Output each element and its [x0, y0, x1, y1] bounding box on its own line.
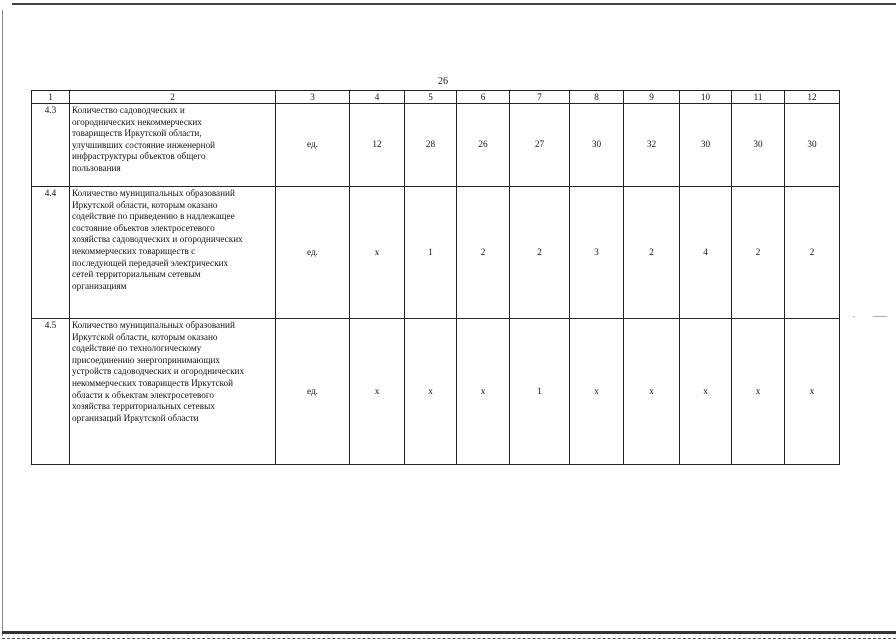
- value-cell: 32: [624, 104, 680, 187]
- value-cell: 3: [570, 187, 624, 319]
- value-cell: 2: [457, 187, 510, 319]
- description-line: Количество садоводческих и: [72, 105, 185, 115]
- value-cell: х: [785, 319, 840, 465]
- description-line: содействие по приведению в надлежащее: [72, 211, 235, 222]
- value-cell: 2: [624, 187, 680, 319]
- page-number: 26: [438, 76, 448, 87]
- row-number: 4.4: [32, 187, 70, 319]
- description-line: пользования: [72, 162, 121, 173]
- description-line: сетей территориальным сетевым: [72, 269, 201, 280]
- left-border-line: [2, 10, 3, 636]
- value-cell: х: [350, 319, 405, 465]
- column-header: 11: [732, 91, 785, 104]
- top-border-line: [12, 3, 896, 5]
- description-line: состояние объектов электросетевого: [72, 222, 215, 233]
- indicator-name: [70, 104, 276, 187]
- value-cell: 30: [680, 104, 732, 187]
- unit-cell: ед.: [276, 104, 350, 187]
- description-line: присоединению энергопринимающих: [72, 354, 220, 365]
- scan-speck: [873, 316, 887, 317]
- value-cell: 2: [732, 187, 785, 319]
- value-cell: х: [457, 319, 510, 465]
- description-line: некоммерческих товариществ Иркутской: [72, 377, 234, 388]
- header-row: [32, 91, 840, 104]
- description-line: улучшивших состояние инженерной: [72, 139, 216, 150]
- column-header: 7: [510, 91, 570, 104]
- description-line: хозяйства территориальных сетевых: [72, 401, 215, 412]
- description-line: последующей передачей электрических: [72, 257, 229, 268]
- scan-speck: [853, 316, 855, 317]
- value-cell: х: [732, 319, 785, 465]
- value-cell: 1: [405, 187, 457, 319]
- description-line: инфраструктуры объектов общего: [72, 151, 206, 162]
- indicator-name: [70, 319, 276, 465]
- description-line: области к объектам электросетевого: [72, 389, 214, 400]
- column-header: 12: [785, 91, 840, 104]
- value-cell: 28: [405, 104, 457, 187]
- column-header: 10: [680, 91, 732, 104]
- value-cell: 26: [457, 104, 510, 187]
- value-cell: х: [624, 319, 680, 465]
- value-cell: 2: [510, 187, 570, 319]
- column-header: 6: [457, 91, 510, 104]
- value-cell: 2: [785, 187, 840, 319]
- column-header: 2: [70, 91, 276, 104]
- indicators-table: [31, 90, 840, 465]
- value-cell: 30: [732, 104, 785, 187]
- value-cell: х: [570, 319, 624, 465]
- description-line: Количество муниципальных образований: [72, 188, 235, 198]
- column-header: 1: [32, 91, 70, 104]
- table-row: [32, 319, 840, 465]
- column-header: 3: [276, 91, 350, 104]
- column-header: 4: [350, 91, 405, 104]
- description-line: организациям: [72, 280, 127, 291]
- bottom-border-line: [2, 631, 896, 639]
- value-cell: 1: [510, 319, 570, 465]
- column-header: 5: [405, 91, 457, 104]
- table-row: [32, 104, 840, 187]
- value-cell: х: [680, 319, 732, 465]
- description-line: Количество муниципальных образований: [72, 320, 235, 330]
- value-cell: 27: [510, 104, 570, 187]
- table-row: [32, 187, 840, 319]
- description-line: Иркутской области, которым оказано: [72, 199, 218, 210]
- value-cell: 4: [680, 187, 732, 319]
- value-cell: 12: [350, 104, 405, 187]
- indicator-name: [70, 187, 276, 319]
- value-cell: 30: [570, 104, 624, 187]
- value-cell: х: [350, 187, 405, 319]
- row-number: 4.5: [32, 319, 70, 465]
- unit-cell: ед.: [276, 187, 350, 319]
- column-header: 8: [570, 91, 624, 104]
- description-line: некоммерческих товариществ с: [72, 245, 196, 256]
- description-line: хозяйства садоводческих и огороднических: [72, 234, 243, 245]
- unit-cell: ед.: [276, 319, 350, 465]
- value-cell: х: [405, 319, 457, 465]
- description-line: огороднических некоммерческих: [72, 116, 202, 127]
- description-line: товариществ Иркутской области,: [72, 128, 202, 139]
- description-line: Иркутской области, которым оказано: [72, 331, 218, 342]
- description-line: организаций Иркутской области: [72, 412, 199, 423]
- row-number: 4.3: [32, 104, 70, 187]
- value-cell: 30: [785, 104, 840, 187]
- description-line: устройств садоводческих и огороднических: [72, 366, 245, 377]
- column-header: 9: [624, 91, 680, 104]
- description-line: содействие по технологическому: [72, 343, 202, 354]
